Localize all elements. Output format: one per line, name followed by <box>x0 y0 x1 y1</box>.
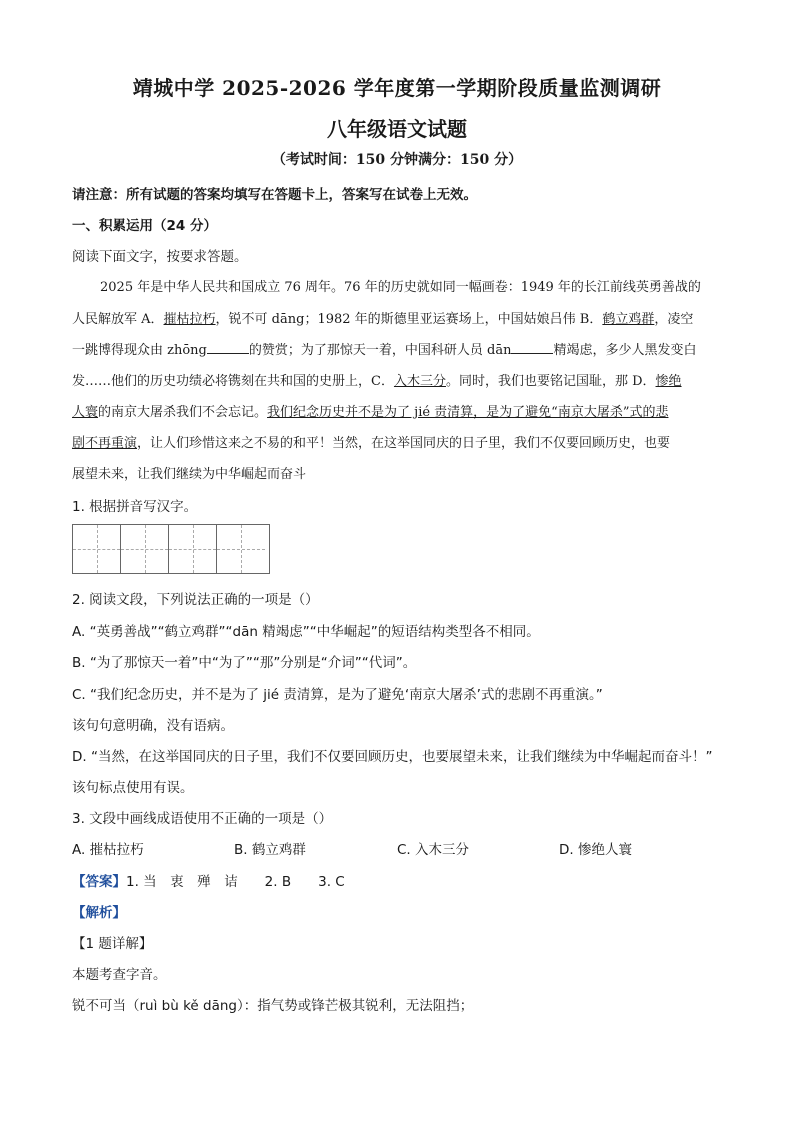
underlined-idiom-b: 鹤立鸡群 <box>602 312 655 327</box>
passage-text: 一跳博得现众由 zhōng <box>72 343 207 358</box>
fill-blank <box>511 341 553 354</box>
question-2-option-d-note: 该句标点使用有误。 <box>72 780 194 796</box>
underlined-idiom-a: 摧枯拉朽 <box>163 312 216 327</box>
question-2-option-c-note: 该句句意明确，没有语病。 <box>72 718 234 734</box>
answer-label: 【答案】 <box>72 874 126 890</box>
passage-line <box>72 339 722 358</box>
question-2-option-c: C. “我们纪念历史，并不是为了 jié 责清算，是为了避免‘南京大屠杀’式的悲剧不再重演。” <box>72 687 603 703</box>
question-3-option-c: C. 入木三分 <box>397 842 470 858</box>
exam-info: （考试时间：150 分钟满分：150 分） <box>271 152 523 168</box>
underlined-idiom-d: 惨绝 <box>655 374 682 389</box>
passage-text: 精竭虑，多少人黑发变白 <box>553 343 697 358</box>
passage-line: 2025 年是中华人民共和国成立 76 周年。76 年的历史就如同一幅画卷：1949 年的长江前线英勇善战的 <box>100 280 701 295</box>
exam-title: 靖城中学 2025-2026 学年度第一学期阶段质量监测调研 <box>132 76 662 100</box>
passage-line <box>72 401 722 420</box>
passage-text: ，锐不可 dāng；1982 年的斯德里亚运赛场上，中国姑娘吕伟 B． <box>215 312 603 327</box>
passage-line <box>72 432 722 451</box>
passage-text: ，让人们珍惜这来之不易的和平！当然，在这举国同庆的日子里，我们不仅要回顾历史，也要 <box>137 436 671 451</box>
fill-blank <box>207 341 249 354</box>
passage-text: 的赞赏；为了那惊天一着，中国科研人员 dān <box>248 343 512 358</box>
question-2-option-d: D. “当然，在这举国同庆的日子里，我们不仅要回顾历史，也要展望未来，让我们继续为中华崛起而奋斗！” <box>72 749 713 765</box>
passage-line: 展望未来，让我们继续为中华崛起而奋斗 <box>72 467 307 482</box>
grid-cell <box>121 525 169 573</box>
writing-grid <box>72 524 270 574</box>
question-2-stem: 2. 阅读文段，下列说法正确的一项是（） <box>72 592 319 608</box>
underlined-idiom-d-end: 人寰 <box>72 405 99 420</box>
underlined-sentence-end: 剧不再重演 <box>72 436 138 451</box>
passage-text: ，凌空 <box>654 312 694 327</box>
analysis-label: 【解析】 <box>72 905 126 921</box>
question-3-option-d: D. 惨绝人寰 <box>559 842 632 858</box>
section-heading: 一、积累运用（24 分） <box>72 218 217 234</box>
notice: 请注意：所有试题的答案均填写在答题卡上，答案写在试卷上无效。 <box>72 187 477 203</box>
passage-text: 。同时，我们也要铭记国耻，那 D． <box>445 374 656 389</box>
underlined-idiom-c: 入木三分 <box>393 374 446 389</box>
question-3-option-b: B. 鹤立鸡群 <box>234 842 306 858</box>
question-2-option-b: B. “为了那惊天一着”中“为了”“那”分别是“介词”“代词”。 <box>72 655 417 671</box>
question-1-stem: 1. 根据拼音写汉字。 <box>72 499 198 515</box>
grid-cell <box>169 525 217 573</box>
question-3-stem: 3. 文段中画线成语使用不正确的一项是（） <box>72 811 333 827</box>
analysis-subheading: 【1 题详解】 <box>72 936 153 952</box>
question-3-option-a: A. 摧枯拉朽 <box>72 842 144 858</box>
passage-line <box>72 370 722 389</box>
analysis-line: 本题考查字音。 <box>72 967 167 983</box>
passage-text: 发……他们的历史功绩必将镌刻在共和国的史册上，C． <box>72 374 394 389</box>
grid-cell <box>217 525 265 573</box>
answer-text: 1. 当 衷 殚 诘 2. B 3. C <box>126 874 345 890</box>
analysis-line: 锐不可当（ruì bù kě dāng）：指气势或锋芒极其锐利，无法阻挡； <box>72 998 474 1014</box>
question-2-option-a: A. “英勇善战”“鹤立鸡群”“dān 精竭虑”“中华崛起”的短语结构类型各不相同。 <box>72 624 540 640</box>
passage-text: 的南京大屠杀我们不会忘记。 <box>98 405 268 420</box>
underlined-sentence: 我们纪念历史并不是为了 jié 责清算，是为了避免“南京大屠杀”式的悲 <box>267 405 669 420</box>
exam-subtitle: 八年级语文试题 <box>327 117 467 141</box>
section-instruction: 阅读下面文字，按要求答题。 <box>72 249 248 265</box>
passage-line <box>72 308 722 327</box>
grid-cell <box>73 525 121 573</box>
passage-text: 人民解放军 A． <box>72 312 164 327</box>
answer-line <box>72 870 345 890</box>
